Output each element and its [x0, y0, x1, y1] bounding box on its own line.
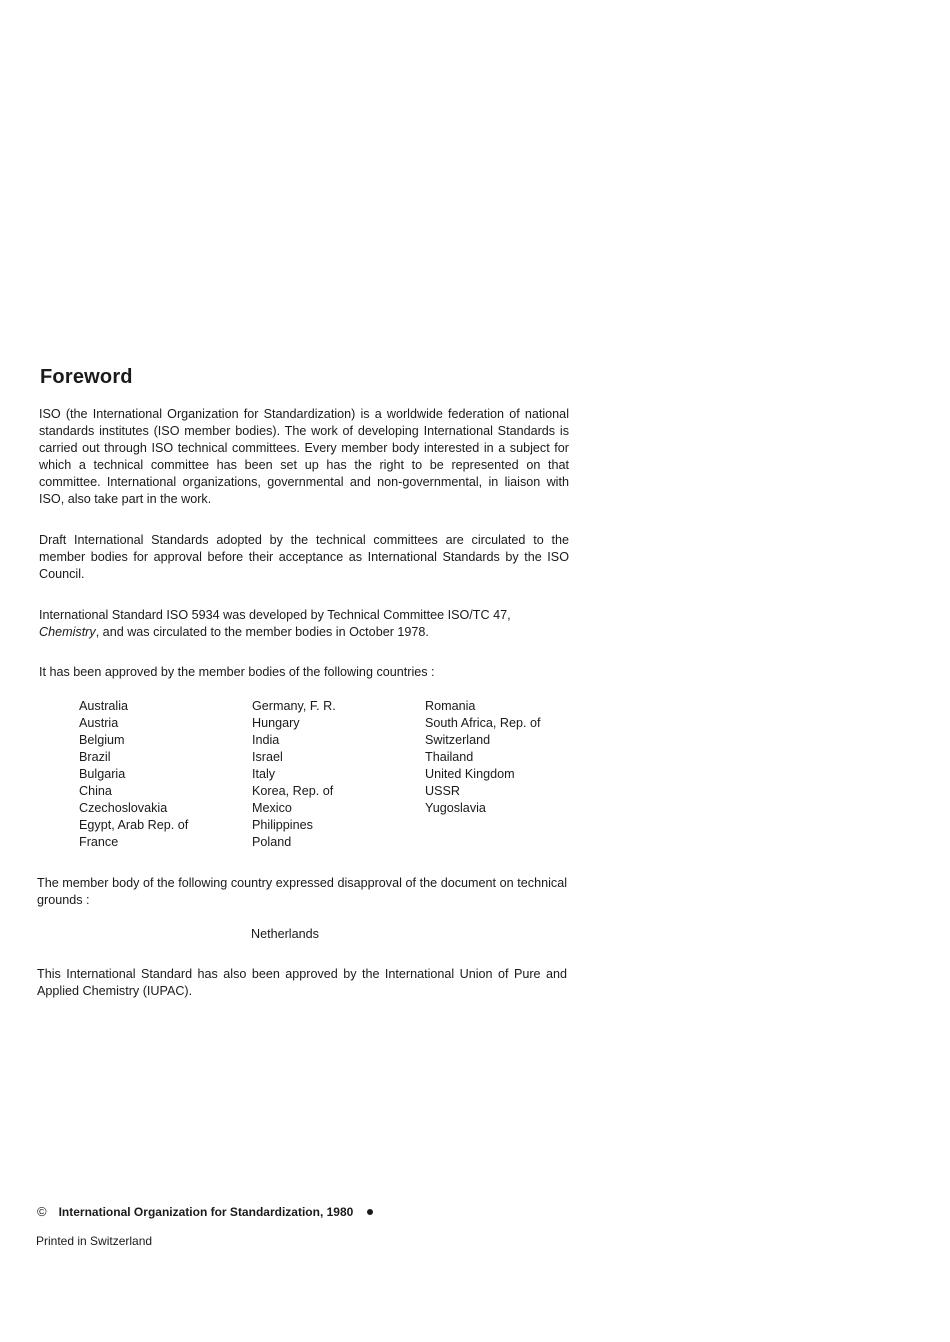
country-item: Yugoslavia [425, 801, 486, 815]
page-title: Foreword [40, 366, 133, 388]
country-item: Mexico [252, 801, 292, 815]
country-item: Italy [252, 767, 276, 781]
country-item: Bulgaria [79, 767, 126, 781]
development-text-a: International Standard ISO 5934 was developed by Technical Committee ISO/TC 47, [39, 608, 511, 622]
country-item: Austria [79, 716, 119, 730]
country-item: Poland [252, 835, 292, 849]
development-text-b: , and was circulated to the member bodies in October 1978. [95, 625, 429, 639]
copyright-line [37, 1204, 373, 1219]
country-item: Switzerland [425, 733, 491, 747]
country-item: USSR [425, 784, 460, 798]
country-item: Israel [252, 750, 283, 764]
country-item: Korea, Rep. of [252, 784, 334, 798]
disapproval-country: Netherlands [251, 927, 319, 941]
draft-paragraph: Draft International Standards adopted by the technical committees are circulated to the member bodies for approval before their acceptance as International Standards by the ISO Council. [39, 533, 569, 581]
country-item: China [79, 784, 112, 798]
country-item: Australia [79, 699, 128, 713]
country-column-1 [79, 698, 252, 851]
country-item: Egypt, Arab Rep. of [79, 818, 189, 832]
disapproval-paragraph: The member body of the following country expressed disapproval of the document on technical grounds : [37, 876, 567, 907]
country-list [79, 698, 598, 851]
country-item: Thailand [425, 750, 474, 764]
printed-in: Printed in Switzerland [36, 1234, 153, 1248]
country-item: India [252, 733, 280, 747]
bullet-dot-icon [367, 1209, 373, 1215]
country-item: United Kingdom [425, 767, 515, 781]
country-item: Romania [425, 699, 476, 713]
country-item: Belgium [79, 733, 125, 747]
country-item: France [79, 835, 119, 849]
iupac-paragraph: This International Standard has also been approved by the International Union of Pure and Applied Chemistry (IUPAC). [37, 967, 567, 998]
intro-paragraph: ISO (the International Organization for Standardization) is a worldwide federation of national standards institutes (ISO member bodies). The work of developing International Standards is carried out through ISO technical committees. Every member body interested in a subject for which a technical committee has been set up has the right to be represented on that committee. International organizations, governmental and non-governmental, in liaison with ISO, also take part in the work. [39, 407, 569, 506]
country-item: Philippines [252, 818, 313, 832]
approval-intro: It has been approved by the member bodies of the following countries : [39, 665, 435, 679]
development-paragraph [39, 607, 569, 641]
committee-name: Chemistry [39, 625, 96, 639]
country-item: South Africa, Rep. of [425, 716, 541, 730]
country-item: Hungary [252, 716, 300, 730]
country-item: Czechoslovakia [79, 801, 168, 815]
copyright-icon: © [37, 1204, 47, 1219]
country-column-2 [252, 698, 425, 851]
country-column-3 [425, 698, 598, 851]
country-item: Brazil [79, 750, 111, 764]
copyright-text: International Organization for Standardization, 1980 [58, 1204, 354, 1219]
country-item: Germany, F. R. [252, 699, 336, 713]
